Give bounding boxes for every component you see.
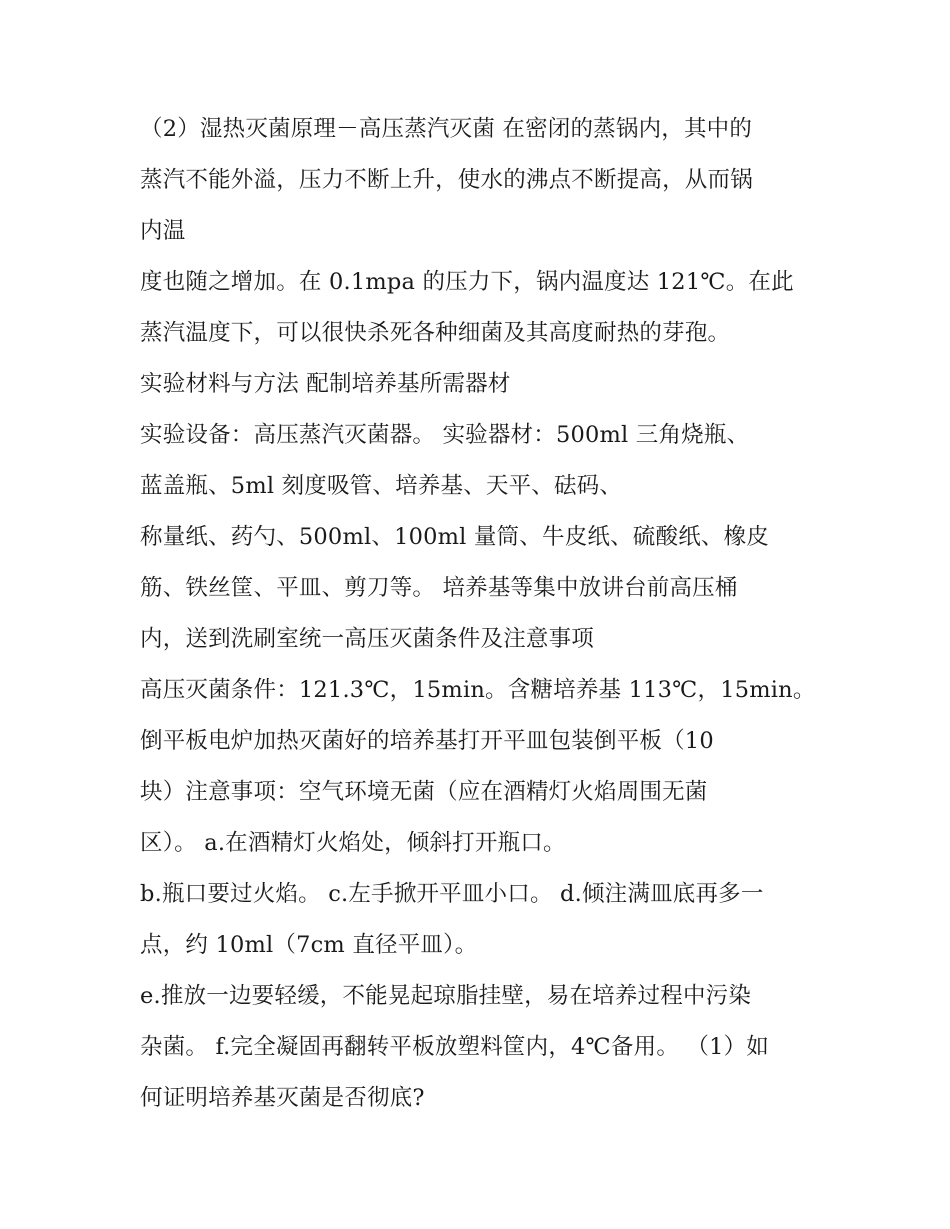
text-line: （2）湿热灭菌原理－高压蒸汽灭菌 在密闭的蒸锅内，其中的 bbox=[140, 116, 753, 142]
text-line: b.瓶口要过火焰。 c.左手掀开平皿小口。 d.倾注满皿底再多一 bbox=[140, 881, 764, 907]
text-line: 杂菌。 f.完全凝固再翻转平板放塑料筐内，4℃备用。 （1）如 bbox=[140, 1034, 769, 1060]
text-line: 筋、铁丝筐、平皿、剪刀等。 培养基等集中放讲台前高压桶 bbox=[140, 575, 738, 601]
text-line: 高压灭菌条件：121.3℃，15min。含糖培养基 113℃，15min。 bbox=[140, 677, 816, 703]
text-line: 何证明培养基灭菌是否彻底? bbox=[140, 1085, 425, 1111]
text-line: 实验设备：高压蒸汽灭菌器。 实验器材：500ml 三角烧瓶、 bbox=[140, 422, 750, 448]
text-line: 内温 bbox=[140, 218, 186, 244]
text-line: 称量纸、药勺、500ml、100ml 量筒、牛皮纸、硫酸纸、橡皮 bbox=[140, 524, 770, 550]
text-line: 点，约 10ml（7cm 直径平皿）。 bbox=[140, 932, 478, 958]
document-body bbox=[140, 104, 820, 1124]
text-line: 蒸汽不能外溢，压力不断上升，使水的沸点不断提高，从而锅 bbox=[140, 167, 753, 193]
text-line: 区）。 a.在酒精灯火焰处，倾斜打开瓶口。 bbox=[140, 830, 566, 856]
text-line: e.推放一边要轻缓，不能晃起琼脂挂壁，易在培养过程中污染 bbox=[140, 983, 752, 1009]
text-line: 蓝盖瓶、5ml 刻度吸管、培养基、天平、砝码、 bbox=[140, 473, 623, 499]
text-line: 内，送到洗刷室统一高压灭菌条件及注意事项 bbox=[140, 626, 595, 652]
text-line: 块）注意事项：空气环境无菌（应在酒精灯火焰周围无菌 bbox=[140, 779, 708, 805]
section-heading: 实验材料与方法 配制培养基所需器材 bbox=[140, 371, 511, 397]
text-line: 度也随之增加。在 0.1mpa 的压力下，锅内温度达 121℃。在此 bbox=[140, 269, 794, 295]
text-line: 蒸汽温度下，可以很快杀死各种细菌及其高度耐热的芽孢。 bbox=[140, 320, 731, 346]
text-line: 倒平板电炉加热灭菌好的培养基打开平皿包装倒平板（10 bbox=[140, 728, 714, 754]
